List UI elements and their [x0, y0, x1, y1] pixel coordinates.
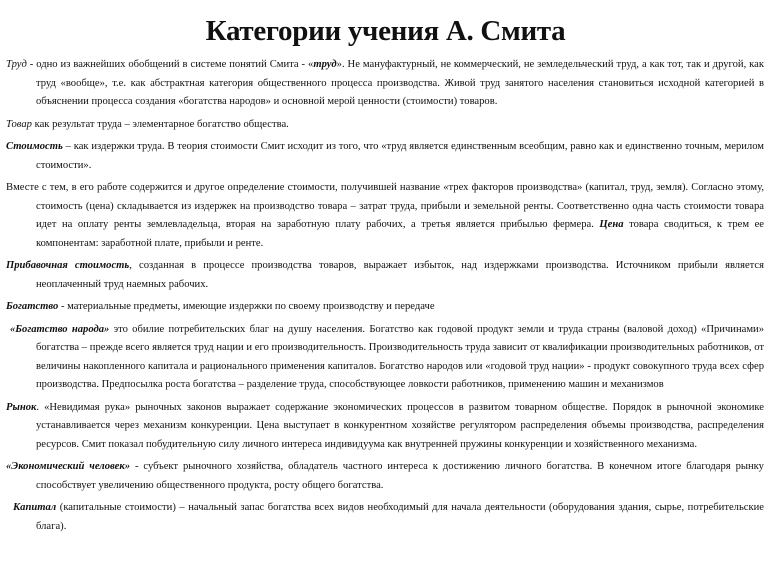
term-value: Стоимость: [6, 141, 63, 152]
paragraph-text: – как издержки труда. В теория стоимости Смит исходит из того, что «труд является единственным всеобщим, равно как и единственно точным, мерилом стоимости».: [36, 141, 764, 171]
paragraph-text: . «Невидимая рука» рыночных законов выражает содержание экономических процессов в развитом товарном обществе. Порядок в рыночной экономике устанавливается через механизм конкуренции. Цена выступает в конкурентном хозяйстве регулятором распределения объемы производства, распределения ресурсов. Смит показал побудительную силу личного интереса индивидуума как внутренней пружины конкуренции и хозяйственного механизма.: [36, 401, 764, 450]
paragraph-commodity: [6, 116, 764, 135]
paragraph-labor: [6, 56, 764, 112]
term-market: Рынок: [6, 401, 37, 413]
paragraph-text: как результат труда – элементарное богатство общества.: [31, 118, 289, 130]
term-surplus-value: Прибавочная стоимость: [6, 260, 130, 271]
paragraph-wealth-of-nation: [6, 321, 764, 395]
paragraph-text: это обилие потребительских благ на душу населения. Богатство как годовой продукт земли и труда страны (валовой доход) «Причинами» богатства – прежде всего является труд нации и его производительность. Производительность труда зависит от квалификации производительных работников, от величины накопленного капитала и рационального применения капиталов. Богатство народов или «годовой труд нации» - продукт совокупного труда всех сфер производства. Предпосылка роста богатства – разделение труда, способствующее ловкости работников, применению машин и механизмов: [36, 323, 765, 390]
paragraph-text: - материальные предметы, имеющие издержки по своему производству и передаче: [58, 301, 435, 312]
document-body: [6, 56, 764, 540]
inline-term-price: Цена: [599, 219, 624, 230]
term-wealth-of-nation: «Богатство народа»: [10, 323, 110, 335]
paragraph-three-factors: [6, 179, 764, 253]
term-wealth: Богатство: [6, 301, 59, 312]
term-labor: Труд: [6, 59, 27, 70]
paragraph-text: - одно из важнейших обобщений в системе понятий Смита - «: [26, 59, 314, 70]
paragraph-text: Вместе с тем, в его работе содержится и другое определение стоимости, получившей название «трех факторов производства» (капитал, труд, земля). Согласно этому, стоимость (цена) складывается из издержек на производство товара – затрат труда, прибыли и земельной ренты. Соответственно одна часть стоимости товара идет на оплату ренты землевладельца, вторая на заработную плату рабочих, а третья является прибылью фермера.: [6, 182, 764, 230]
page-title: Категории учения А. Смита: [205, 15, 566, 47]
paragraph-text: - субъект рыночного хозяйства, обладатель частного интереса к достижению личного богатства. В конечном итоге благодаря рынку способствует увеличению общественного продукта, росту общего богатства.: [36, 461, 764, 491]
paragraph-economic-man: [6, 458, 764, 495]
paragraph-text: ». Не мануфактурный, не коммерческий, не земледельческий труд, а как тот, так и другой, как труд «вообще», т.е. как абстрактная категория общественного процесса производства. Живой труд занятого населения становиться исходной категорией в объяснении процесса создания «богатства народов» и основной мерой ценности (стоимости) товаров.: [36, 59, 764, 107]
term-commodity: Товар: [6, 118, 32, 130]
paragraph-text: (капитальные стоимости) – начальный запас богатства всех видов необходимый для начала деятельности (оборудования здания, сырье, потребительские блага).: [36, 502, 764, 532]
paragraph-text: товара сводиться, к трем ее компонентам: заработной плате, прибыли и ренте.: [36, 219, 764, 249]
paragraph-value: [6, 138, 764, 175]
paragraph-text: , созданная в процессе производства товаров, выражает избыток, над издержками производства. Источником прибыли является неоплаченный труд наемных рабочих.: [36, 260, 764, 290]
paragraph-market: [6, 399, 764, 455]
paragraph-capital: [6, 499, 764, 536]
term-capital: Капитал: [13, 502, 57, 513]
term-economic-man: «Экономический человек»: [6, 461, 130, 472]
inline-term: труд: [313, 59, 337, 70]
paragraph-surplus-value: [6, 257, 764, 294]
paragraph-wealth: [6, 298, 764, 317]
